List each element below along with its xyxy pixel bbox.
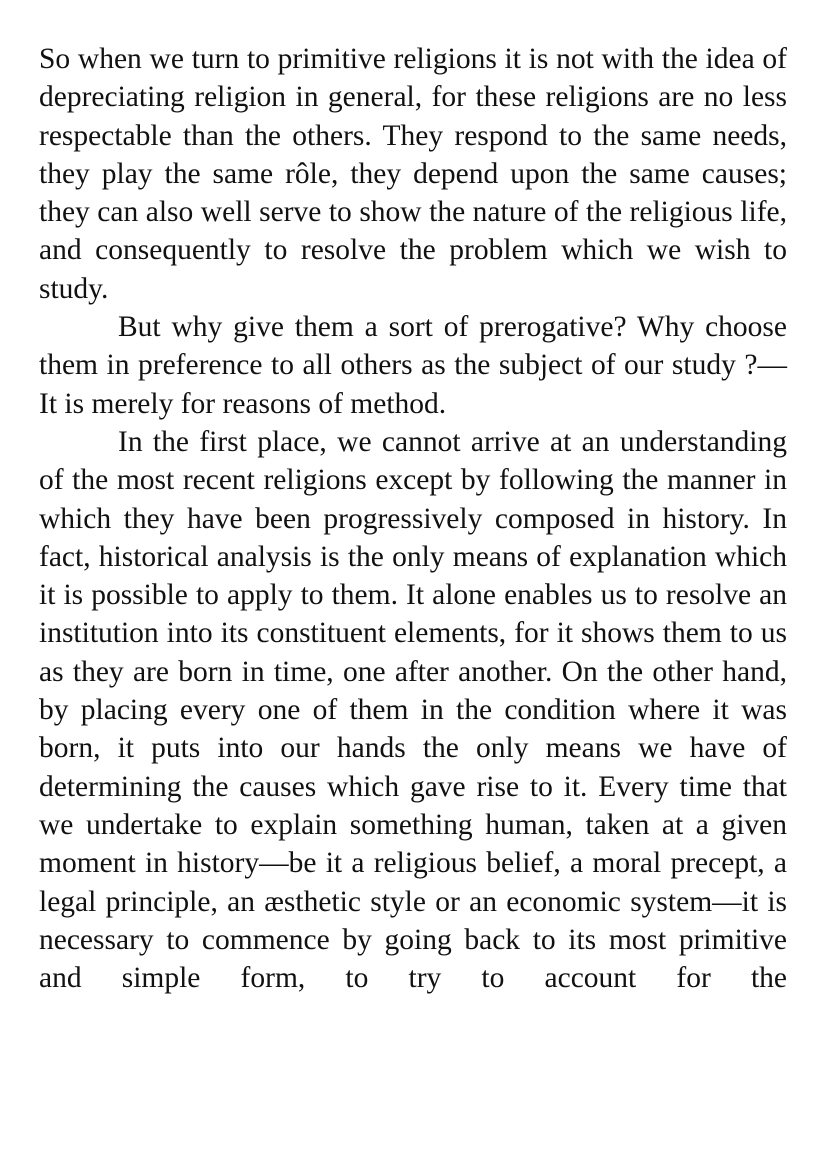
paragraph-3: In the first place, we cannot arrive at an understanding of the most recent religions except by following the manner in which they have been progressively composed in history. In fact, historical analysis is the only means of explanation which it is possible to apply to them. It alone enables us to resolve an institution into its constituent elements, for it shows them to us as they are born in time, one after another. On the other hand, by placing every one of them in the condition where it was born, it puts into our hands the only means we have of determining the causes which gave rise to it. Every time that we undertake to explain something human, taken at a given moment in history—be it a religious belief, a moral precept, a legal principle, an æsthetic style or an economic system—it is necessary to commence by going back to its most primitive and simple form, to try to account for the <box>39 425 787 995</box>
paragraph-2: But why give them a sort of prerogative? Why choose them in preference to all others as the subject of our study ?—It is merely for reasons of method. <box>39 311 787 420</box>
paragraph-1: So when we turn to primitive religions it is not with the idea of depreciating religion in general, for these religions are no less respectable than the others. They respond to the same needs, they play the same rôle, they depend upon the same causes; they can also well serve to show the nature of the religious life, and consequently to resolve the problem which we wish to study. <box>39 43 787 305</box>
document-page <box>39 40 787 997</box>
